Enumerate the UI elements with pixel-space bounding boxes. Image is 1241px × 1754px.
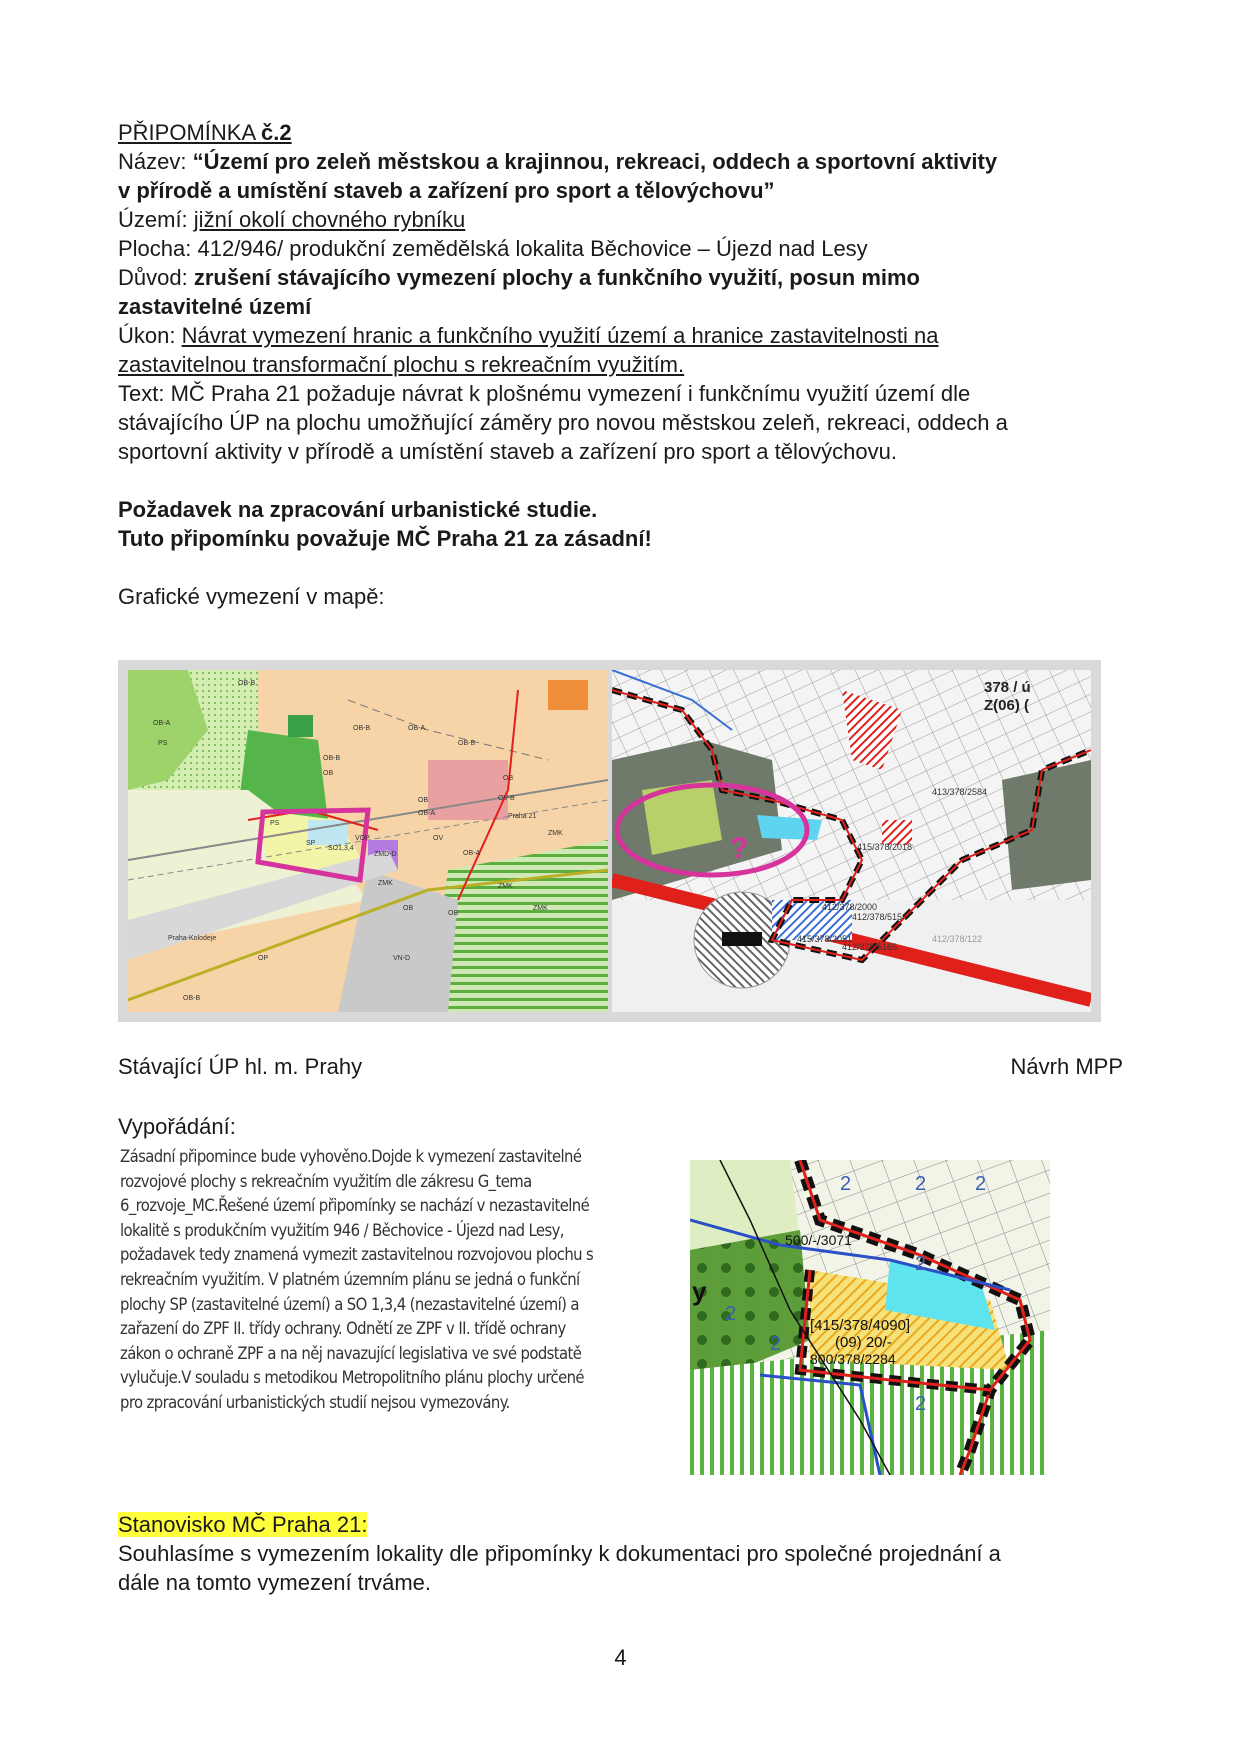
scan-line: 6_rozvoje_MC.Řešené území připomínky se nachází v nezastavitelné [120, 1196, 590, 1216]
map-label: VOP [355, 835, 370, 842]
map-label: SP [306, 840, 316, 847]
map-label: OB-A [463, 850, 481, 857]
ukon-line1: Úkon: Návrat vymezení hranic a funkčního využití území a hranice zastavitelnosti na [118, 323, 939, 348]
pozadavek-line2: Tuto připomínku považuje MČ Praha 21 za zásadní! [118, 526, 652, 551]
map-label: Praha-Kolodeje [168, 935, 217, 942]
page-number: 4 [614, 1645, 627, 1670]
map-label: OB-A [153, 720, 171, 727]
caption-proposal: Návrh MPP [1010, 1054, 1123, 1079]
map-label: 412/378/5165 [842, 942, 898, 952]
map-label: 2 [915, 1253, 927, 1275]
map-label: 2 [725, 1303, 737, 1325]
map-label: y [692, 1276, 707, 1306]
settlement-scan-text [120, 1145, 680, 1416]
map-label: 2 [975, 1173, 987, 1195]
map-label: OB-B [458, 740, 476, 747]
text-line1: Text: MČ Praha 21 požaduje návrat k plošnému vymezení i funkčnímu využití území dle [118, 381, 971, 406]
scan-line: požadavek tedy znamená vymezit zastavitelnou rozvojovou plochu s [120, 1245, 594, 1265]
map-label: OB [323, 770, 334, 777]
stanovisko-line2: dále na tomto vymezení trváme. [118, 1570, 432, 1595]
map-label: OB-B [238, 680, 256, 687]
scan-line: plochy SP (zastavitelné území) a SO 1,3,4 (nezastavitelné území) a [120, 1294, 579, 1314]
map-label: PS [270, 820, 280, 827]
map-proposal [612, 670, 1091, 1012]
scan-line: rekreačním využitím. V platném územním plánu se jedná o funkční [120, 1269, 580, 1289]
main-text [118, 118, 1128, 611]
map-label: OB [448, 910, 459, 917]
map-label: ZMD-D [374, 851, 397, 858]
map-label: 412/378/5154 [852, 912, 908, 922]
map-label: SO1,3,4 [328, 845, 354, 852]
map-label: 500/-/3071 [785, 1232, 852, 1248]
ukon-line2: zastavitelnou transformační plochu s rekreačním využitím. [118, 352, 685, 377]
map-label: Z(06) ( [984, 697, 1029, 714]
map-comparison [118, 660, 1101, 1022]
map-label: 413/378/2584 [932, 787, 988, 797]
caption-current-plan: Stávající ÚP hl. m. Prahy [118, 1054, 363, 1079]
map-label: PS [158, 740, 168, 747]
map-label: (09) 20/- [835, 1334, 892, 1351]
duvod-line2: zastavitelné území [118, 294, 312, 319]
heading: PŘIPOMÍNKA č.2 [118, 120, 292, 145]
map-label: [415/378/4090] [810, 1317, 911, 1334]
settlement-detail-drawing [690, 1160, 1050, 1475]
scan-line: zařazení do ZPF II. třídy ochrany. Odnětí ze ZPF v II. třídě ochrany [120, 1319, 566, 1339]
scan-line: lokalitě s produkčním využitím 946 / Běchovice - Újezd nad Lesy, [120, 1220, 564, 1240]
map-label: ZMK [533, 905, 548, 912]
scan-line: zákon o ochraně ZPF a na něj navazující legislativa ve své podstatě [120, 1343, 582, 1363]
map-label: 415/378/2018 [857, 842, 913, 852]
nazev-line1: Název: “Území pro zeleň městskou a krajinnou, rekreaci, oddech a sportovní aktivity [118, 149, 998, 174]
text-line3: sportovní aktivity v přírodě a umístění staveb a zařízení pro sport a tělovýchovu. [118, 439, 897, 464]
map-label: 800/378/2284 [810, 1351, 896, 1367]
map-label: 412/378/122 [932, 934, 983, 944]
map-label: ZMK [378, 880, 393, 887]
scan-line: vylučuje.V souladu s metodikou Metropolitního plánu plochy určené [120, 1368, 584, 1388]
stanovisko-title: Stanovisko MČ Praha 21: [118, 1512, 368, 1537]
plocha: Plocha: 412/946/ produkční zemědělská lokalita Běchovice – Újezd nad Lesy [118, 236, 868, 261]
map-label: 2 [840, 1173, 852, 1195]
map-label: OV-B [498, 795, 515, 802]
scan-line: Zásadní připomince bude vyhověno.Dojde k vymezení zastavitelné [120, 1147, 582, 1166]
map-label: OB-A [418, 810, 436, 817]
map-label: OP [258, 955, 269, 962]
map-label: OB [503, 775, 514, 782]
map-label: 2 [770, 1333, 782, 1355]
scan-line: rozvojové plochy s rekreačním využitím dle zákresu G_tema [120, 1171, 532, 1191]
map-label: 412/378/2000 [822, 902, 878, 912]
map-label: 378 / ú [984, 679, 1031, 696]
map-label: 2 [915, 1173, 927, 1195]
map-label: 2 [915, 1393, 927, 1415]
text-line2: stávajícího ÚP na plochu umožňující záměry pro novou městskou zeleň, rekreaci, oddech a [118, 410, 1008, 435]
map-label: OB-B [323, 755, 341, 762]
map-label: OB-B [183, 995, 201, 1002]
nazev-line2: v přírodě a umístění staveb a zařízení pro sport a tělovýchovu” [118, 178, 775, 203]
proposal-drawing [612, 670, 1091, 1012]
map-label: OV [433, 835, 444, 842]
map-label: VN-D [393, 955, 411, 962]
scan-line: pro zpracování urbanistických studií nejsou vymezovány. [120, 1392, 510, 1412]
map-current-plan [128, 670, 608, 1012]
map-label: 415/378/2051 [797, 934, 853, 944]
map-question-mark: ? [730, 832, 749, 865]
map-label: Praha 21 [508, 813, 537, 820]
vyporadani-heading: Vypořádání: [118, 1114, 236, 1139]
map-label: OB-A [408, 725, 426, 732]
stanovisko-section [118, 1510, 1128, 1597]
map-label: ZMK [548, 830, 563, 837]
stanovisko-line1: Souhlasíme s vymezením lokality dle připomínky k dokumentaci pro společné projednání a [118, 1541, 1001, 1566]
map-label: ZMK [498, 883, 513, 890]
map-label: OB-B [353, 725, 371, 732]
map-label: OB [403, 905, 414, 912]
pozadavek-line1: Požadavek na zpracování urbanistické studie. [118, 497, 598, 522]
uzemi: Území: jižní okolí chovného rybníku [118, 207, 466, 232]
current-plan-drawing [128, 670, 608, 1012]
map-label: OB [418, 797, 429, 804]
graficke-vymezeni: Grafické vymezení v mapě: [118, 584, 385, 609]
duvod-line1: Důvod: zrušení stávajícího vymezení plochy a funkčního využití, posun mimo [118, 265, 920, 290]
map-settlement-detail [690, 1160, 1050, 1475]
